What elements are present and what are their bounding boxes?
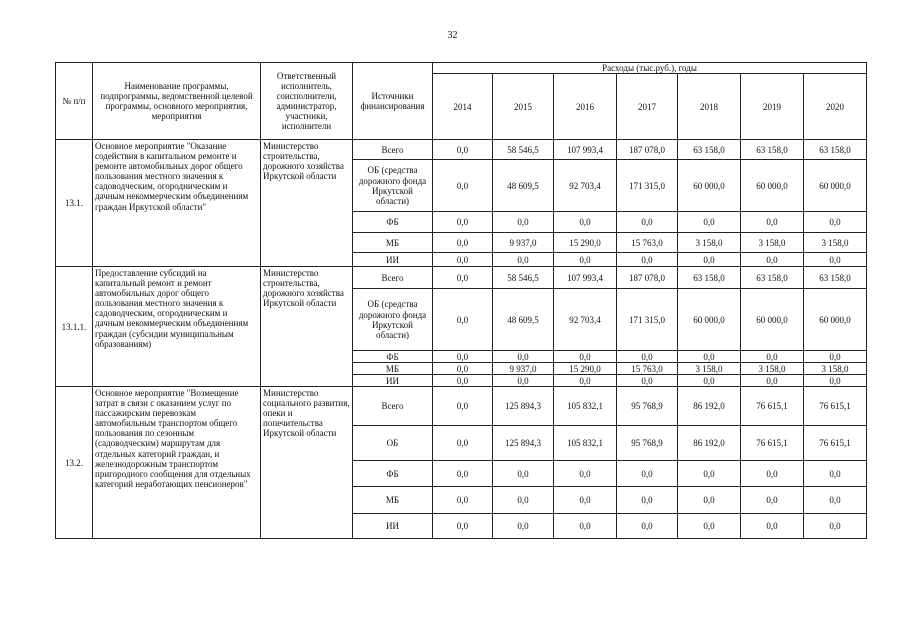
row-number: 13.1. — [56, 140, 93, 267]
expense-value: 0,0 — [554, 351, 617, 363]
expense-value: 125 894,3 — [493, 426, 554, 461]
expense-value: 63 158,0 — [804, 140, 867, 160]
expense-value: 187 078,0 — [617, 267, 678, 289]
expense-value: 92 703,4 — [554, 289, 617, 351]
expense-value: 58 546,5 — [493, 267, 554, 289]
expense-value: 0,0 — [554, 375, 617, 387]
expense-value: 187 078,0 — [617, 140, 678, 160]
expense-value: 76 615,1 — [741, 387, 804, 426]
expense-value: 3 158,0 — [678, 363, 741, 375]
table-row — [56, 267, 867, 289]
expense-value: 107 993,4 — [554, 267, 617, 289]
expense-value: 0,0 — [741, 487, 804, 514]
expense-value: 0,0 — [678, 351, 741, 363]
expense-value: 15 290,0 — [554, 233, 617, 253]
expense-value: 0,0 — [493, 487, 554, 514]
expense-value: 0,0 — [741, 253, 804, 267]
expense-value: 48 609,5 — [493, 289, 554, 351]
expense-value: 0,0 — [554, 212, 617, 233]
expense-value: 105 832,1 — [554, 426, 617, 461]
expense-value: 0,0 — [493, 253, 554, 267]
responsible-executor: Министерство строительства, дорожного хозяйства Иркутской области — [261, 140, 353, 267]
expense-value: 0,0 — [617, 212, 678, 233]
expense-value: 0,0 — [554, 514, 617, 539]
expense-value: 0,0 — [678, 212, 741, 233]
expense-value: 60 000,0 — [804, 289, 867, 351]
expense-value: 0,0 — [433, 387, 493, 426]
funding-source: ФБ — [353, 461, 433, 487]
expense-value: 60 000,0 — [741, 289, 804, 351]
expense-value: 60 000,0 — [741, 160, 804, 212]
header-year: 2019 — [741, 74, 804, 140]
expense-value: 0,0 — [433, 351, 493, 363]
expense-value: 0,0 — [433, 461, 493, 487]
expense-value: 3 158,0 — [678, 233, 741, 253]
funding-source: ИИ — [353, 375, 433, 387]
expense-value: 0,0 — [493, 351, 554, 363]
activity-name: Предоставление субсидий на капитальный ремонт и ремонт автомобильных дорог общего пользования местного значения к садоводческим, огородническим и дачным некоммерческим объединениям граждан (субсидии муниципальным образованиям) — [93, 267, 261, 387]
page-number: 32 — [447, 30, 458, 41]
expense-value: 3 158,0 — [804, 233, 867, 253]
expense-value: 0,0 — [804, 375, 867, 387]
expense-value: 0,0 — [433, 514, 493, 539]
row-number: 13.2. — [56, 387, 93, 539]
expense-value: 0,0 — [433, 160, 493, 212]
expense-value: 0,0 — [554, 461, 617, 487]
expense-value: 0,0 — [433, 487, 493, 514]
expense-value: 48 609,5 — [493, 160, 554, 212]
expense-value: 95 768,9 — [617, 426, 678, 461]
expense-value: 76 615,1 — [804, 387, 867, 426]
expense-value: 0,0 — [804, 461, 867, 487]
expense-value: 86 192,0 — [678, 387, 741, 426]
expense-value: 0,0 — [804, 212, 867, 233]
expense-value: 0,0 — [493, 461, 554, 487]
expense-value: 0,0 — [554, 487, 617, 514]
expense-value: 0,0 — [554, 253, 617, 267]
expense-value: 15 763,0 — [617, 233, 678, 253]
funding-source: МБ — [353, 363, 433, 375]
expense-value: 15 763,0 — [617, 363, 678, 375]
expense-value: 0,0 — [433, 363, 493, 375]
funding-source: ИИ — [353, 514, 433, 539]
funding-source: ФБ — [353, 212, 433, 233]
expense-value: 63 158,0 — [741, 140, 804, 160]
funding-source: ИИ — [353, 253, 433, 267]
funding-source: ОБ (средства дорожного фонда Иркутской области) — [353, 289, 433, 351]
funding-source: Всего — [353, 267, 433, 289]
expense-value: 171 315,0 — [617, 160, 678, 212]
table-body — [56, 140, 867, 539]
expense-value: 76 615,1 — [741, 426, 804, 461]
expense-value: 0,0 — [741, 514, 804, 539]
responsible-executor: Министерство социального развития, опеки и попечительства Иркутской области — [261, 387, 353, 539]
header-sources: Источники финансирования — [353, 63, 433, 140]
expense-value: 95 768,9 — [617, 387, 678, 426]
expense-value: 9 937,0 — [493, 233, 554, 253]
expense-value: 0,0 — [433, 253, 493, 267]
expense-value: 171 315,0 — [617, 289, 678, 351]
expense-value: 105 832,1 — [554, 387, 617, 426]
expense-value: 0,0 — [433, 289, 493, 351]
responsible-executor: Министерство строительства, дорожного хозяйства Иркутской области — [261, 267, 353, 387]
header-year: 2015 — [493, 74, 554, 140]
expense-value: 0,0 — [678, 375, 741, 387]
expense-value: 9 937,0 — [493, 363, 554, 375]
expense-value: 92 703,4 — [554, 160, 617, 212]
funding-source: ОБ — [353, 426, 433, 461]
expense-value: 0,0 — [617, 375, 678, 387]
header-name: Наименование программы, подпрограммы, ведомственной целевой программы, основного мероприятия, мероприятия — [93, 63, 261, 140]
expense-value: 0,0 — [741, 461, 804, 487]
header-num: № п/п — [56, 63, 93, 140]
table-row — [56, 387, 867, 426]
expense-value: 60 000,0 — [678, 160, 741, 212]
expense-value: 15 290,0 — [554, 363, 617, 375]
expense-value: 60 000,0 — [804, 160, 867, 212]
expense-value: 3 158,0 — [741, 233, 804, 253]
expense-value: 0,0 — [617, 487, 678, 514]
expense-value: 0,0 — [433, 375, 493, 387]
header-year: 2018 — [678, 74, 741, 140]
funding-source: МБ — [353, 233, 433, 253]
header-year: 2016 — [554, 74, 617, 140]
expense-value: 0,0 — [741, 375, 804, 387]
expense-value: 0,0 — [678, 514, 741, 539]
expense-value: 0,0 — [804, 351, 867, 363]
expense-value: 63 158,0 — [804, 267, 867, 289]
row-number: 13.1.1. — [56, 267, 93, 387]
funding-source: Всего — [353, 387, 433, 426]
expense-value: 0,0 — [804, 514, 867, 539]
expense-value: 0,0 — [617, 351, 678, 363]
expense-value: 0,0 — [804, 487, 867, 514]
header-expenses: Расходы (тыс.руб.), годы — [433, 63, 867, 74]
expense-value: 0,0 — [433, 233, 493, 253]
expense-value: 63 158,0 — [678, 267, 741, 289]
expense-value: 0,0 — [678, 253, 741, 267]
expense-value: 60 000,0 — [678, 289, 741, 351]
activity-name: Основное мероприятие "Оказание содействия в капитальном ремонте и ремонте автомобильных дорог общего пользования местного значения к садоводческим, огородническим и дачным некоммерческим объединениям граждан Иркутской области" — [93, 140, 261, 267]
expense-value: 0,0 — [493, 212, 554, 233]
expense-value: 0,0 — [617, 514, 678, 539]
header-year: 2014 — [433, 74, 493, 140]
expense-value: 63 158,0 — [678, 140, 741, 160]
expense-value: 86 192,0 — [678, 426, 741, 461]
expense-value: 0,0 — [678, 487, 741, 514]
expense-value: 3 158,0 — [804, 363, 867, 375]
expense-value: 0,0 — [433, 140, 493, 160]
expense-value: 107 993,4 — [554, 140, 617, 160]
expense-value: 0,0 — [617, 461, 678, 487]
funding-source: ФБ — [353, 351, 433, 363]
header-year: 2020 — [804, 74, 867, 140]
expense-value: 0,0 — [493, 514, 554, 539]
activity-name: Основное мероприятие "Возмещение затрат в связи с оказанием услуг по пассажирским перевозкам автомобильным транспортом общего пользования по сезонным (садоводческим) маршрутам для отдельных категорий граждан, и железнодорожным транспортом пригородного сообщения для отдельных категорий неработающих пенсионеров" — [93, 387, 261, 539]
funding-source: ОБ (средства дорожного фонда Иркутской области) — [353, 160, 433, 212]
funding-source: Всего — [353, 140, 433, 160]
expense-value: 63 158,0 — [741, 267, 804, 289]
header-year: 2017 — [617, 74, 678, 140]
expense-value: 0,0 — [741, 212, 804, 233]
expense-value: 0,0 — [433, 426, 493, 461]
expense-value: 0,0 — [493, 375, 554, 387]
expense-value: 0,0 — [678, 461, 741, 487]
expense-value: 0,0 — [433, 212, 493, 233]
expense-value: 0,0 — [617, 253, 678, 267]
expense-value: 3 158,0 — [741, 363, 804, 375]
expense-value: 58 546,5 — [493, 140, 554, 160]
expense-value: 0,0 — [804, 253, 867, 267]
expense-value: 0,0 — [433, 267, 493, 289]
expense-value: 0,0 — [741, 351, 804, 363]
expense-value: 76 615,1 — [804, 426, 867, 461]
header-responsible: Ответственный исполнитель, соисполнители, администратор, участники, исполнители — [261, 63, 353, 140]
expense-value: 125 894,3 — [493, 387, 554, 426]
funding-source: МБ — [353, 487, 433, 514]
budget-table — [55, 62, 867, 539]
table-row — [56, 140, 867, 160]
